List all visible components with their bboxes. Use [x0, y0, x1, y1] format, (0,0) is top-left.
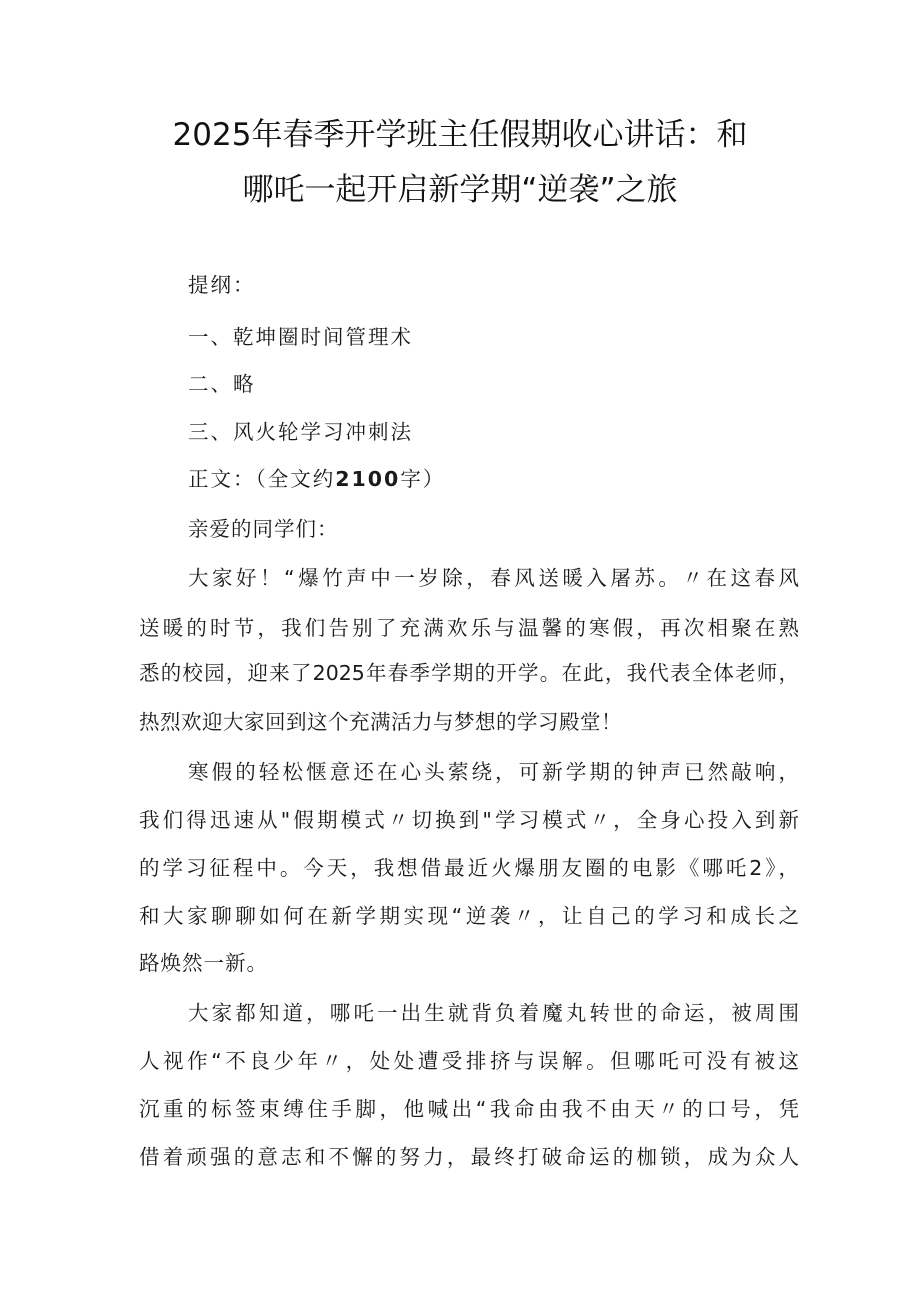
- p2-line-5: 路焕然一新。: [139, 951, 268, 975]
- main-label-count: 2100: [335, 467, 401, 491]
- p2-line-3: 的学习征程中。今天，我想借最近火爆朋友圈的电影《哪吒2》，: [139, 856, 799, 880]
- p3-line-2: 人视作“不良少年〃，处处遭受排挤与误解。但哪吒可没有被这: [139, 1049, 799, 1073]
- p2-line-2: 我们得迅速从"假期模式〃切换到"学习模式〃，全身心投入到新: [139, 808, 799, 832]
- p3-line-4: 借着顽强的意志和不懈的努力，最终打破命运的枷锁，成为众人: [139, 1145, 799, 1169]
- title-line-1: 2025年春季开学班主任假期收心讲话：和: [172, 117, 748, 153]
- main-label-suffix: 字）: [400, 467, 446, 491]
- p3-line-3: 沉重的标签束缚住手脚，他喊出“我命由我不由天〃的口号，凭: [139, 1097, 799, 1121]
- p3-line-1: 大家都知道，哪吒一出生就背负着魔丸转世的命运，被周围: [188, 1001, 799, 1025]
- main-label-prefix: 正文：（全文约: [188, 467, 336, 491]
- outline-item-1: 一、乾坤圈时间管理术: [188, 325, 413, 349]
- p1-line-3: 悉的校园，迎来了2025年春季学期的开学。在此，我代表全体老师，: [139, 661, 799, 685]
- main-text-label: [188, 462, 445, 492]
- outline-label: 提纲：: [188, 273, 256, 297]
- title-line-2: 哪吒一起开启新学期“逆袭”之旅: [242, 172, 678, 208]
- p1-line-2: 送暖的时节，我们告别了充满欢乐与温馨的寒假，再次相聚在熟: [139, 616, 799, 640]
- p1-line-1: 大家好！“爆竹声中一岁除，春风送暖入屠苏。〃在这春风: [188, 566, 799, 590]
- p2-line-4: 和大家聊聊如何在新学期实现“逆袭〃，让自己的学习和成长之: [139, 904, 799, 928]
- document-title: [120, 108, 800, 218]
- outline-item-2: 二、略: [188, 372, 256, 396]
- outline-item-3: 三、风火轮学习冲刺法: [188, 420, 413, 444]
- greeting: 亲爱的同学们：: [188, 517, 339, 541]
- p1-line-4: 热烈欢迎大家回到这个充满活力与梦想的学习殿堂！: [139, 710, 622, 734]
- p2-line-1: 寒假的轻松惬意还在心头萦绕，可新学期的钟声已然敲响，: [188, 760, 799, 784]
